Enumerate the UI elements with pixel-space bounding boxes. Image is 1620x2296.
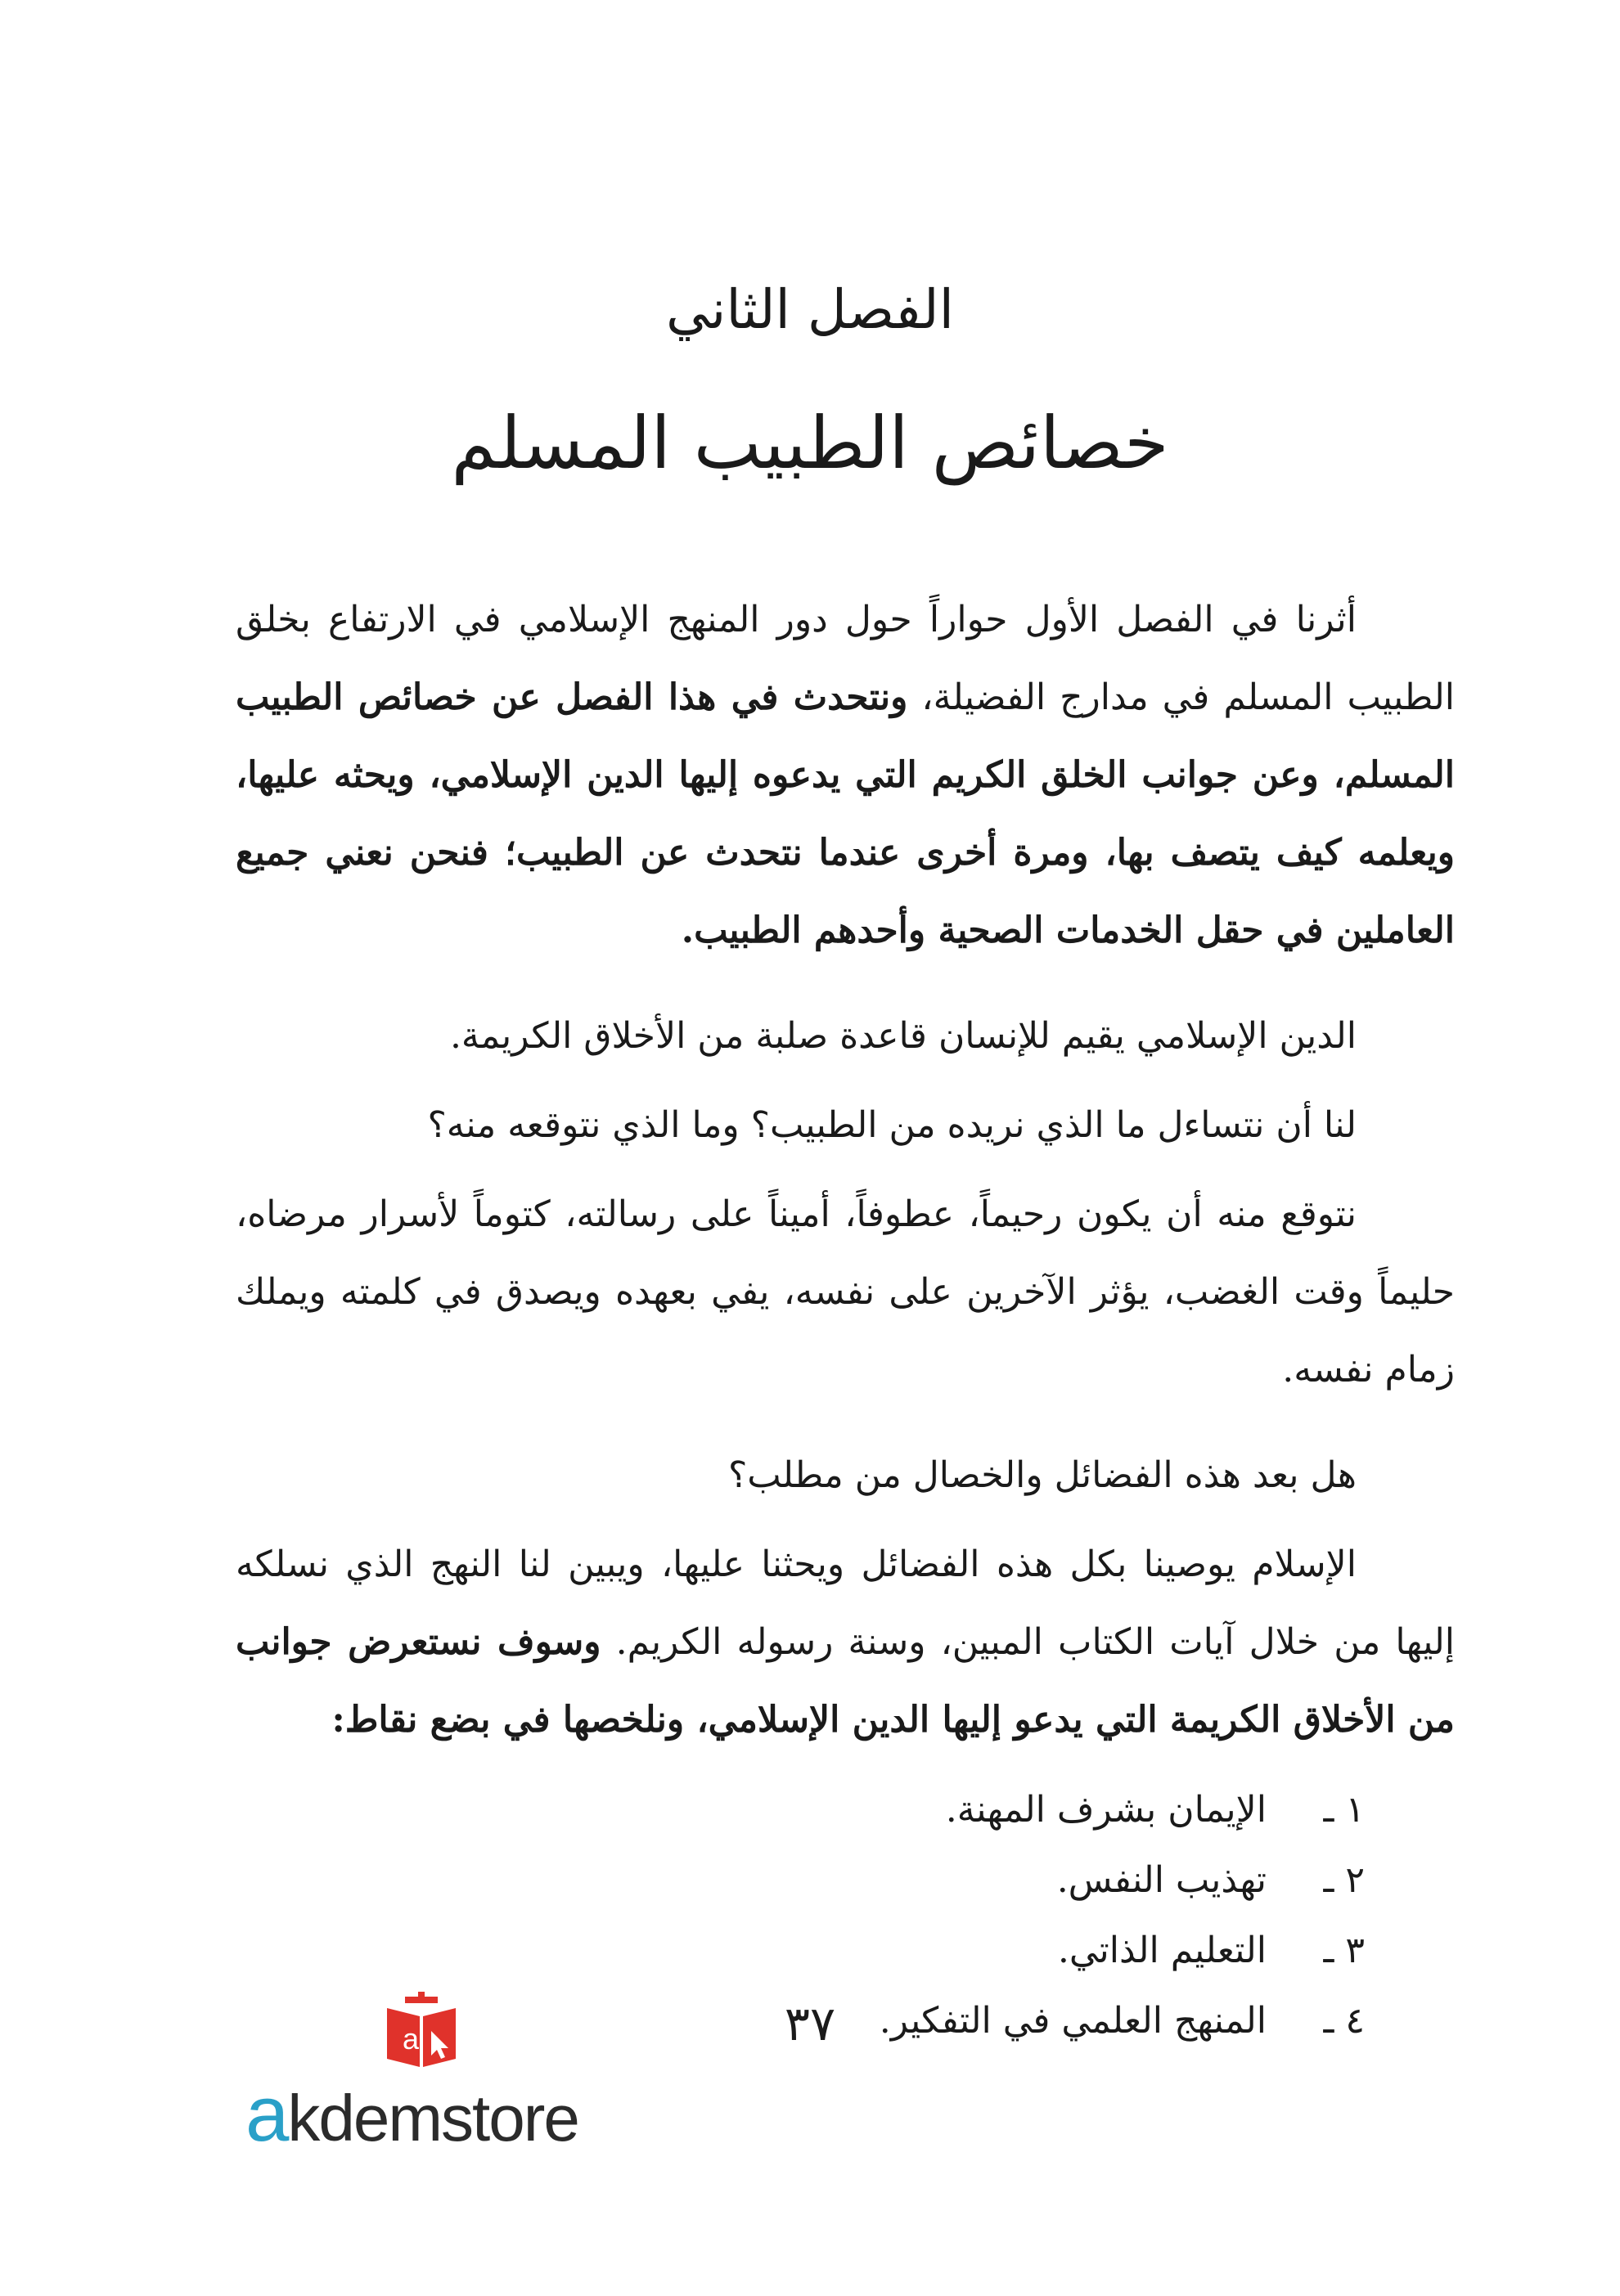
list-item-number: ١ ـ [1323, 1789, 1365, 1831]
list-item-number: ٢ ـ [1323, 1859, 1365, 1901]
list-item-text: الإيمان بشرف المهنة. [945, 1789, 1267, 1831]
chapter-title: خصائص الطبيب المسلم [451, 401, 1169, 485]
list-item [236, 1775, 1455, 1845]
open-book-icon [380, 1992, 462, 2074]
paragraph-text: نتوقع منه أن يكون رحيماً، عطوفاً، أميناً على رسالته، كتوماً لأسرار مرضاه، حليماً وقت الغضب، يؤثر الآخرين على نفسه، يفي بعهده ويصدق في كلمته ويملك زمام نفسه. [236, 1193, 1455, 1391]
body-text [236, 581, 1455, 2056]
list-item-text: التعليم الذاتي. [1057, 1930, 1267, 1971]
paragraph-bold-text: ونتحدث في هذا الفصل عن خصائص الطبيب المسلم، وعن جوانب الخلق الكريم التي يدعوه إليها الدين الإسلامي، ويحثه عليها، ويعلمه كيف يتصف بها، ومرة أخرى عندما نتحدث عن الطبيب؛ فنحن نعني جميع العاملين في حقل الخدمات الصحية وأحدهم الطبيب. [236, 676, 1455, 951]
paragraph [236, 1525, 1455, 1759]
paragraph-text: أثرنا في الفصل الأول حواراً حول دور المنهج الإسلامي في الارتفاع بخلق الطبيب المسلم في مدارج الفضيلة، [236, 599, 1455, 718]
paragraph-text: الإسلام يوصينا بكل هذه الفضائل ويحثنا عليها، ويبين لنا النهج الذي نسلكه إليها من خلال آيات الكتاب المبين، وسنة رسوله الكريم. [236, 1543, 1455, 1663]
paragraph [236, 1086, 1455, 1164]
paragraph [236, 997, 1455, 1075]
akdemstore-logo [245, 1992, 605, 2158]
paragraph-text: الدين الإسلامي يقيم للإنسان قاعدة صلبة من الأخلاق الكريمة. [449, 1015, 1357, 1057]
paragraph-text: لنا أن نتساءل ما الذي نريده من الطبيب؟ وما الذي نتوقعه منه؟ [427, 1104, 1357, 1146]
paragraph [236, 581, 1455, 969]
svg-text:a: a [403, 2022, 420, 2056]
logo-wordmark: akdemstore [245, 2070, 578, 2158]
paragraph [236, 1436, 1455, 1514]
list-item-number: ٣ ـ [1323, 1930, 1365, 1971]
list-item-number: ٤ ـ [1323, 2000, 1365, 2042]
chapter-label: الفصل الثاني [666, 278, 954, 341]
page-number: ٣٧ [784, 1996, 836, 2051]
paragraph-text: هل بعد هذه الفضائل والخصال من مطلب؟ [727, 1454, 1357, 1496]
list-item [236, 1916, 1455, 1986]
list-item [236, 1845, 1455, 1916]
list-item-text: تهذيب النفس. [1056, 1859, 1267, 1901]
paragraph-bold-text: وسوف نستعرض جوانب من الأخلاق الكريمة التي يدعو إليها الدين الإسلامي، ونلخصها في بضع نقاط: [236, 1621, 1455, 1741]
list-item-text: المنهج العلمي في التفكير. [879, 2000, 1267, 2042]
paragraph [236, 1175, 1455, 1409]
